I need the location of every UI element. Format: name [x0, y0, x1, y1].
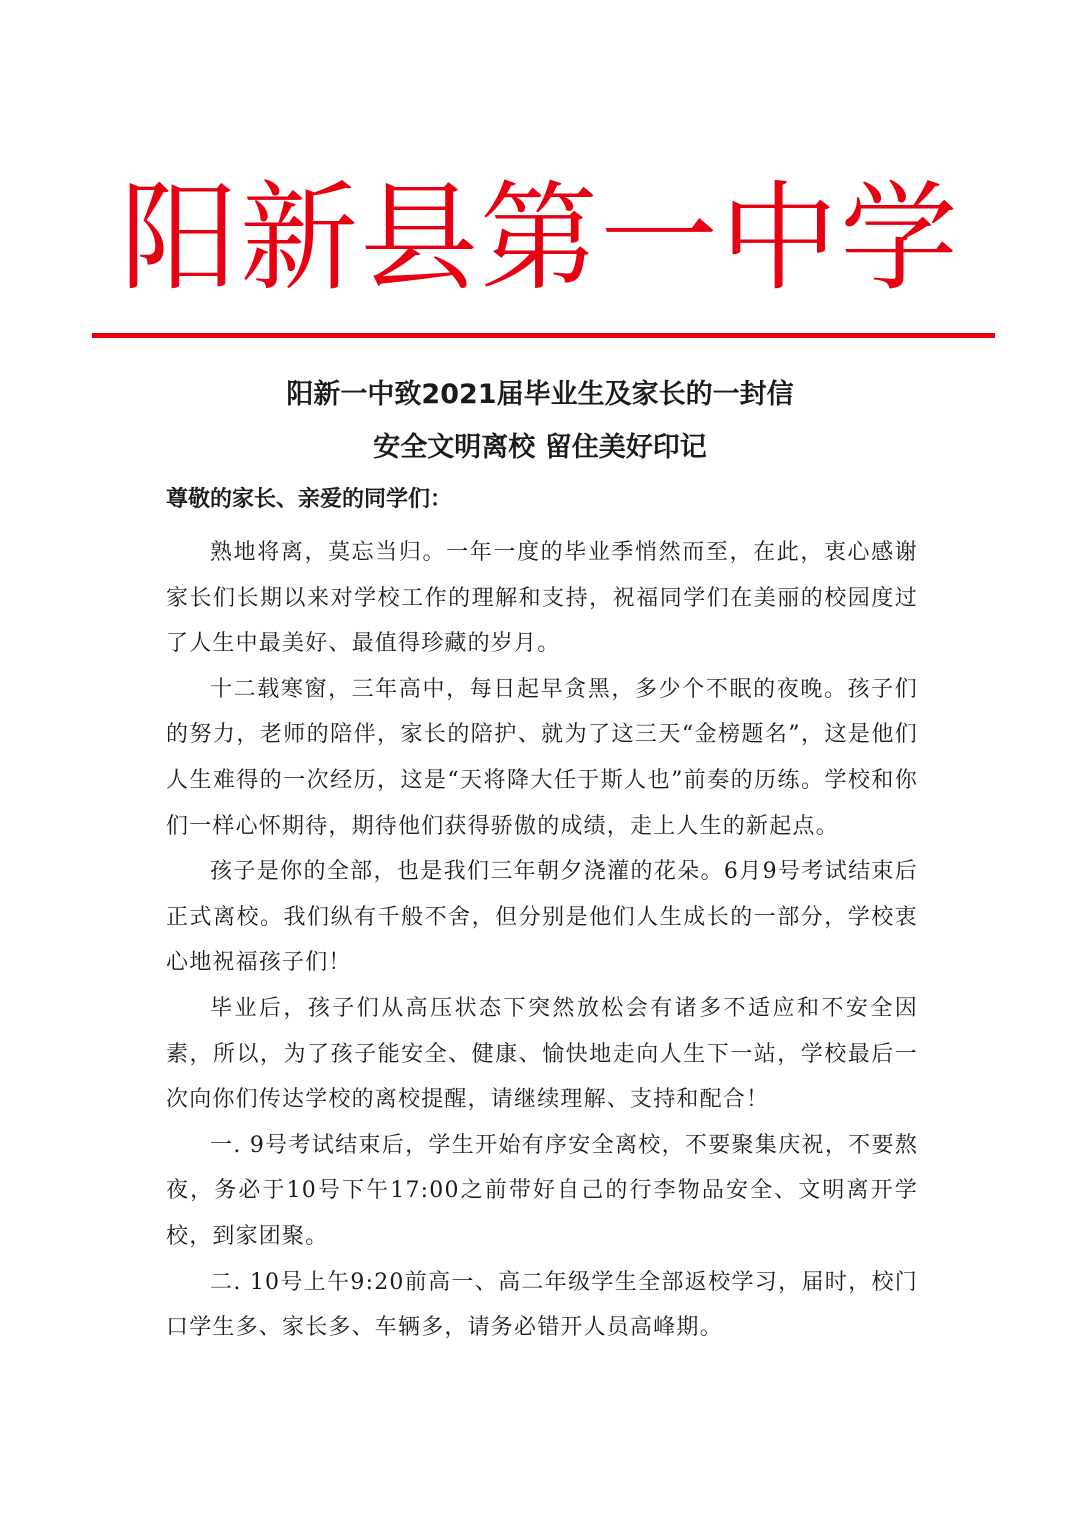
body-paragraph: 熟地将离，莫忘当归。一年一度的毕业季悄然而至，在此，衷心感谢家长们长期以来对学校工作的理解和支持，祝福同学们在美丽的校园度过了人生中最美好、最值得珍藏的岁月。: [166, 540, 918, 657]
letter-title: 阳新一中致2021届毕业生及家长的一封信: [286, 379, 794, 410]
letter-subtitle: 安全文明离校 留住美好印记: [373, 432, 707, 463]
salutation: 尊敬的家长、亲爱的同学们：: [166, 487, 453, 512]
red-divider-line: [92, 333, 995, 338]
letter-body: [166, 530, 918, 1351]
body-paragraph: 毕业后，孩子们从高压状态下突然放松会有诸多不适应和不安全因素，所以，为了孩子能安全、健康、愉快地走向人生下一站，学校最后一次向你们传达学校的离校提醒，请继续理解、支持和配合！: [166, 995, 918, 1113]
body-paragraph: 十二载寒窗，三年高中，每日起早贪黑，多少个不眠的夜晚。孩子们的努力，老师的陪伴，家长的陪护、就为了这三天“金榜题名”，这是他们人生难得的一次经历，这是“天将降大任于斯人也”前奏的历练。学校和你们一样心怀期待，期待他们获得骄傲的成绩，走上人生的新起点。: [166, 676, 918, 839]
body-paragraph: 孩子是你的全部，也是我们三年朝夕浇灌的花朵。6月9号考试结束后正式离校。我们纵有千般不舍，但分别是他们人生成长的一部分，学校衷心地祝福孩子们！: [166, 859, 918, 976]
school-masthead: 阳新县第一中学: [119, 169, 960, 307]
notice-item-1: 一. 9号考试结束后，学生开始有序安全离校，不要聚集庆祝，不要熬夜，务必于10号下午17:00之前带好自己的行李物品安全、文明离开学校，到家团聚。: [166, 1132, 918, 1249]
notice-item-2: 二. 10号上午9:20前高一、高二年级学生全部返校学习，届时，校门口学生多、家长多、车辆多，请务必错开人员高峰期。: [166, 1269, 918, 1341]
